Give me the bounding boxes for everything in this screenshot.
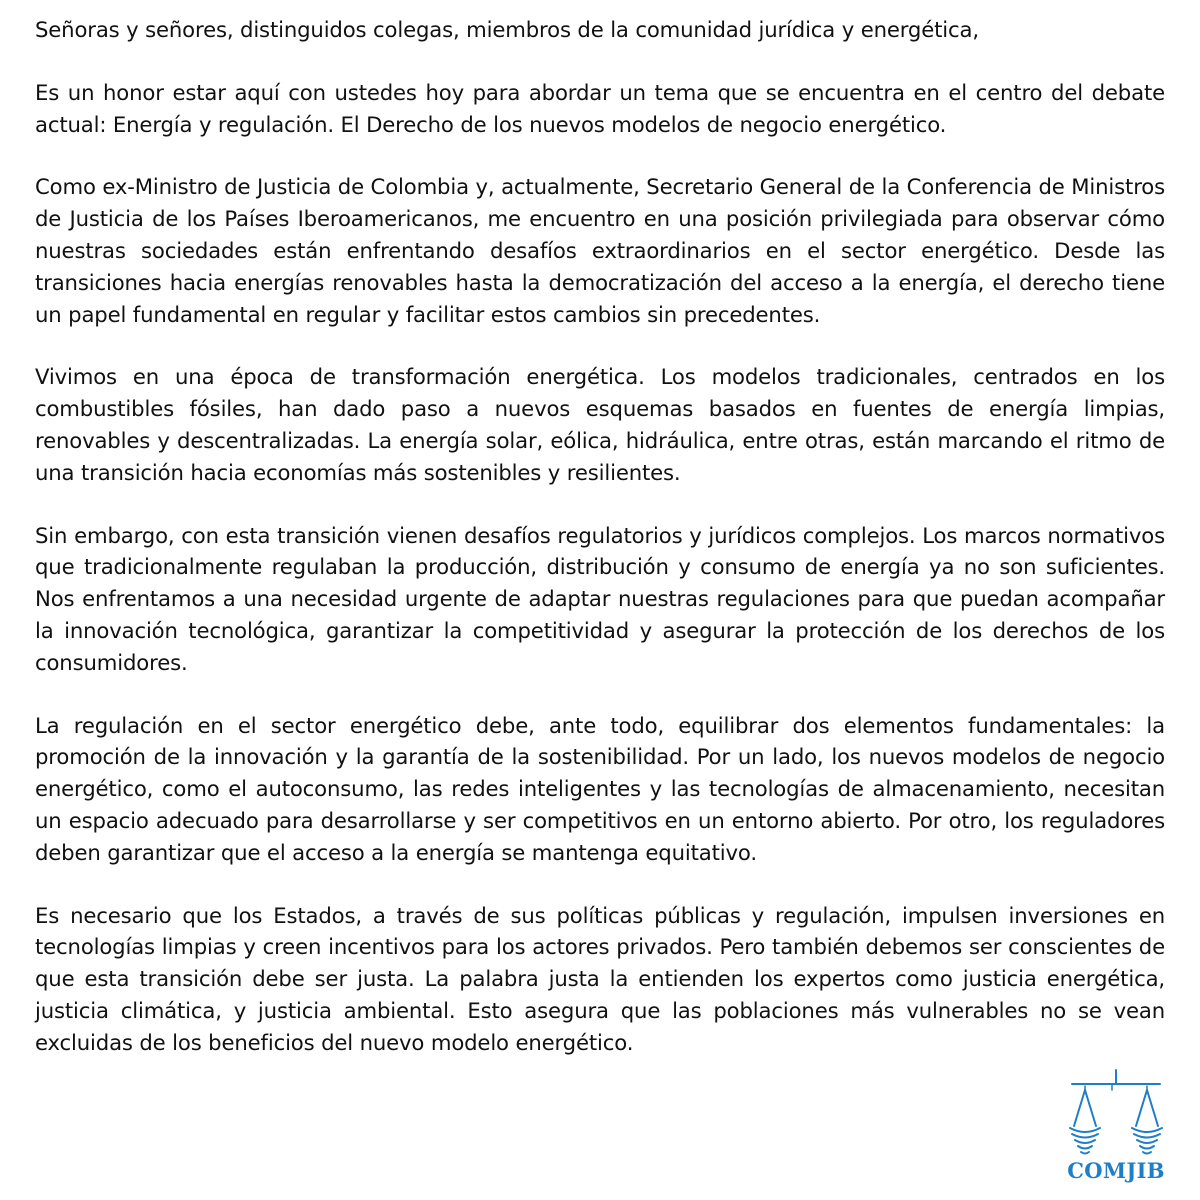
speech-text xyxy=(35,14,1165,1090)
paragraph-introduction: Es un honor estar aquí con ustedes hoy para abordar un tema que se encuentra en el centro del debate actual: Energía y regulación. El Derecho de los nuevos modelos de negocio energético. xyxy=(35,79,1165,137)
paragraph-regulatory-challenges: Sin embargo, con esta transición vienen desafíos regulatorios y jurídicos complejos. Los marcos normativos que tradicionalmente regulaban la producción, distribución y consumo de energía ya no son suficientes. Nos enfrentamos a una necesidad urgente de adaptar nuestras regulaciones para que puedan acompañar la innovación tecnológica, garantizar la competitividad y asegurar la protección de los derechos de los consumidores. xyxy=(35,522,1165,675)
scales-of-justice-icon xyxy=(1066,1068,1166,1164)
paragraph-speaker-role: Como ex-Ministro de Justicia de Colombia y, actualmente, Secretario General de la Conferencia de Ministros de Justicia de los Países Iberoamericanos, me encuentro en una posición privilegiada para observar cómo nuestras sociedades están enfrentando desafíos extraordinarios en el sector energético. Desde las transiciones hacia energías renovables hasta la democratización del acceso a la energía, el derecho tiene un papel fundamental en regular y facilitar estos cambios sin precedentes. xyxy=(35,174,1165,327)
paragraph-salutation: Señoras y señores, distinguidos colegas, miembros de la comunidad jurídica y energética, xyxy=(35,17,979,42)
logo-wordmark: COMJIB xyxy=(1067,1158,1165,1183)
paragraph-energy-transformation: Vivimos en una época de transformación energética. Los modelos tradicionales, centrados en los combustibles fósiles, han dado paso a nuevos esquemas basados en fuentes de energía limpias, renovables y descentralizadas. La energía solar, eólica, hidráulica, entre otras, están marcando el ritmo de una transición hacia economías más sostenibles y resilientes. xyxy=(35,364,1165,485)
comjib-logo xyxy=(1066,1068,1166,1186)
paragraph-regulation-balance: La regulación en el sector energético debe, ante todo, equilibrar dos elementos fundamentales: la promoción de la innovación y la garantía de la sostenibilidad. Por un lado, los nuevos modelos de negocio energético, como el autoconsumo, las redes inteligentes y las tecnologías de almacenamiento, necesitan un espacio adecuado para desarrollarse y ser competitivos en un entorno abierto. Por otro, los reguladores deben garantizar que el acceso a la energía se mantenga equitativo. xyxy=(35,712,1165,865)
paragraph-just-transition: Es necesario que los Estados, a través de sus políticas públicas y regulación, impulsen inversiones en tecnologías limpias y creen incentivos para los actores privados. Pero también debemos ser conscientes de que esta transición debe ser justa. La palabra justa la entienden los expertos como justicia energética, justicia climática, y justicia ambiental. Esto asegura que las poblaciones más vulnerables no se vean excluidas de los beneficios del nuevo modelo energético. xyxy=(35,902,1165,1055)
